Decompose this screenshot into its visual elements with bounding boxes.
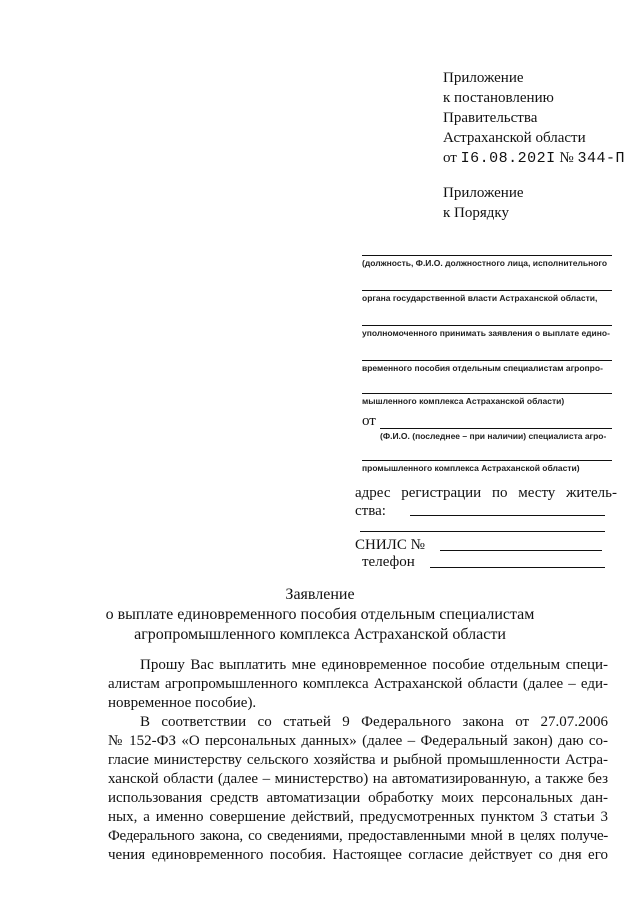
field-line-name: [380, 428, 612, 429]
paragraph-line: ных, а именно совершение действий, предусмотренных пунктом 3 статьи 3: [108, 809, 608, 825]
body-text: [108, 656, 608, 865]
phone-field-line: [430, 567, 605, 568]
paragraph-line: чения единовременного пособия. Настоящее согласие действует со дня его: [108, 847, 608, 863]
address-field-line-1: [410, 515, 605, 516]
snils-field-line: [440, 550, 602, 551]
paragraph-line: использования средств автоматизации обработку моих персональных дан-: [108, 790, 608, 806]
statement-title: Заявление: [285, 586, 355, 603]
paragraph-line: Прошу Вас выплатить мне единовременное пособие отдельным специ-: [140, 657, 608, 673]
appendix-line-2: к Порядку: [443, 205, 509, 221]
phone-label: телефон: [362, 554, 415, 570]
addressee-caption-2: органа государственной власти Астраханской области,: [362, 293, 598, 303]
paragraph-line: В соответствии со статьей 9 Федерального закона от 27.07.2006: [140, 714, 608, 730]
field-line-2: [362, 290, 612, 291]
field-line-1: [362, 255, 612, 256]
document-date: I6.08.202I: [460, 150, 556, 167]
paragraph-line: № 152-ФЗ «О персональных данных» (далее – Федеральный закон) даю со-: [108, 733, 608, 749]
header-block: [443, 68, 625, 223]
addressee-caption-5: мышленного комплекса Астраханской области): [362, 396, 565, 406]
paragraph-line: алистам агропромышленного комплекса Астраханской области (далее – еди-: [108, 676, 608, 692]
document-number: 344-П: [577, 150, 625, 167]
snils-label: СНИЛС №: [355, 537, 425, 553]
address-field-line-2: [360, 531, 605, 532]
addressee-caption-7: промышленного комплекса Астраханской области): [362, 463, 580, 473]
addressee-caption-1: (должность, Ф.И.О. должностного лица, исполнительного: [362, 258, 608, 268]
header-line-appendix: Приложение: [443, 70, 524, 86]
paragraph-line: новременное пособие).: [108, 695, 257, 711]
address-label-line-2: ства:: [355, 503, 386, 519]
field-line-7: [362, 460, 612, 461]
field-line-5: [362, 393, 612, 394]
header-line-government: Правительства: [443, 110, 538, 126]
from-label: от: [362, 413, 376, 429]
addressee-caption-6: (Ф.И.О. (последнее – при наличии) специалиста агро-: [380, 431, 607, 441]
appendix-line-1: Приложение: [443, 185, 524, 201]
paragraph-line: ханской области (далее – министерство) на автоматизированную, а также без: [108, 771, 608, 787]
header-date-number: [443, 148, 625, 169]
paragraph-line: гласие министерству сельского хозяйства и рыбной промышленности Астра-: [108, 752, 608, 768]
addressee-caption-3: уполномоченного принимать заявления о выплате едино-: [362, 328, 610, 338]
address-label-line-1: адрес регистрации по месту житель-: [355, 485, 617, 501]
paragraph-line: Федерального закона, со сведениями, предоставленными мной в целях получе-: [108, 828, 608, 844]
addressee-caption-4: временного пособия отдельным специалистам агропро-: [362, 363, 603, 373]
statement-subtitle-1: о выплате единовременного пособия отдельным специалистам: [105, 606, 535, 623]
statement-subtitle-2: агропромышленного комплекса Астраханской области: [134, 626, 506, 643]
field-line-3: [362, 325, 612, 326]
field-line-4: [362, 360, 612, 361]
date-prefix: от: [443, 150, 457, 166]
header-line-resolution: к постановлению: [443, 90, 554, 106]
header-line-region: Астраханской области: [443, 130, 586, 146]
number-prefix: №: [559, 150, 574, 166]
